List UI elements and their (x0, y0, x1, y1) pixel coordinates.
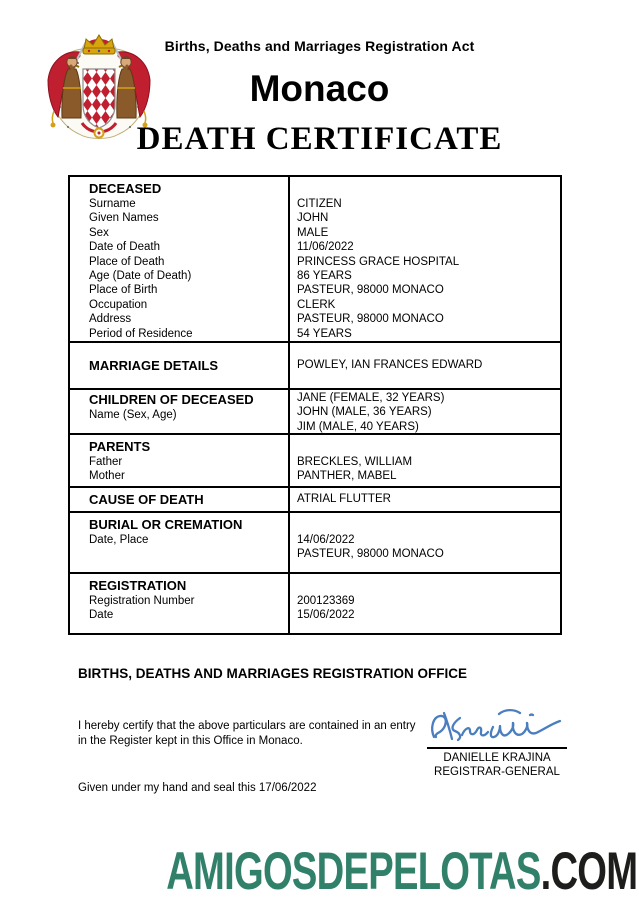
certify-line2: in the Register kept in this Office in Monaco. (78, 734, 303, 747)
site-watermark (166, 841, 637, 902)
section-cause-of-death (70, 486, 560, 511)
field-label: Father (89, 456, 123, 468)
field-label: Occupation (89, 298, 148, 311)
field-label: Date of Death (89, 241, 160, 254)
country-title: Monaco (249, 68, 390, 109)
registration-office-title: BIRTHS, DEATHS AND MARRIAGES REGISTRATION OFFICE (78, 666, 468, 681)
document-title: DEATH CERTIFICATE (136, 121, 503, 157)
field-value: 14/06/2022 (297, 534, 355, 546)
seal-statement: Given under my hand and seal this 17/06/2022 (78, 782, 317, 794)
section-children (70, 388, 560, 433)
section-header: BURIAL OR CREMATION (89, 517, 243, 532)
signature-rule (427, 747, 567, 749)
field-label: Place of Death (89, 255, 165, 268)
field-value: CLERK (297, 298, 336, 311)
section-header: MARRIAGE DETAILS (89, 358, 219, 373)
watermark-brand: AMIGOSDEPELOTAS (165, 842, 541, 901)
field-label: Address (89, 313, 132, 326)
field-value: 86 YEARS (297, 270, 352, 283)
section-header: REGISTRATION (89, 578, 187, 593)
section-header: CAUSE OF DEATH (89, 492, 204, 507)
field-value: JANE (FEMALE, 32 YEARS) (297, 392, 445, 404)
field-value: ATRIAL FLUTTER (297, 493, 391, 506)
field-value: JIM (MALE, 40 YEARS) (297, 420, 419, 433)
field-value: PASTEUR, 98000 MONACO (297, 313, 444, 326)
field-value: PASTEUR, 98000 MONACO (297, 284, 444, 297)
field-label: Surname (89, 198, 136, 210)
field-value: CITIZEN (297, 198, 342, 210)
field-label: Place of Birth (89, 284, 158, 297)
certificate-table (68, 175, 562, 635)
field-value: BRECKLES, WILLIAM (297, 456, 413, 468)
field-value: PASTEUR, 98000 MONACO (297, 548, 444, 561)
section-marriage-details (70, 341, 560, 388)
deceased-labels (70, 177, 290, 341)
field-label: Name (Sex, Age) (89, 409, 177, 421)
field-label: Date (89, 609, 114, 622)
section-deceased (70, 177, 560, 341)
field-label: Date, Place (89, 534, 149, 546)
field-value: 54 YEARS (297, 327, 352, 340)
section-parents (70, 433, 560, 486)
registrar-name: DANIELLE KRAJINA (443, 752, 551, 764)
field-value: 11/06/2022 (297, 241, 354, 254)
section-burial (70, 511, 560, 572)
field-value: 200123369 (297, 595, 355, 607)
field-label: Sex (89, 226, 109, 239)
field-label: Given Names (89, 212, 159, 225)
deceased-values (290, 177, 560, 341)
section-header: PARENTS (89, 439, 151, 454)
field-value: JOHN (297, 212, 329, 225)
act-title: Births, Deaths and Marriages Registration Act (164, 38, 475, 54)
field-value: JOHN (MALE, 36 YEARS) (297, 406, 432, 419)
field-label: Age (Date of Death) (89, 270, 192, 283)
certify-line1: I hereby certify that the above particulars are contained in an entry (78, 720, 416, 732)
watermark-tld: .COM (540, 842, 637, 901)
section-header: DECEASED (89, 181, 162, 196)
field-label: Mother (89, 470, 125, 483)
field-label: Registration Number (89, 595, 195, 607)
field-value: 15/06/2022 (297, 609, 355, 622)
field-value: PANTHER, MABEL (297, 470, 397, 483)
field-value: PRINCESS GRACE HOSPITAL (297, 255, 460, 268)
certification-statement (78, 719, 438, 748)
field-label: Period of Residence (89, 327, 193, 340)
field-value: POWLEY, IAN FRANCES EDWARD (297, 359, 483, 372)
signature-block (422, 706, 572, 779)
section-header: CHILDREN OF DECEASED (89, 392, 254, 407)
registrar-title: REGISTRAR-GENERAL (434, 766, 560, 778)
field-value: MALE (297, 226, 329, 239)
section-registration (70, 572, 560, 633)
registrar-signature-icon (427, 706, 567, 746)
